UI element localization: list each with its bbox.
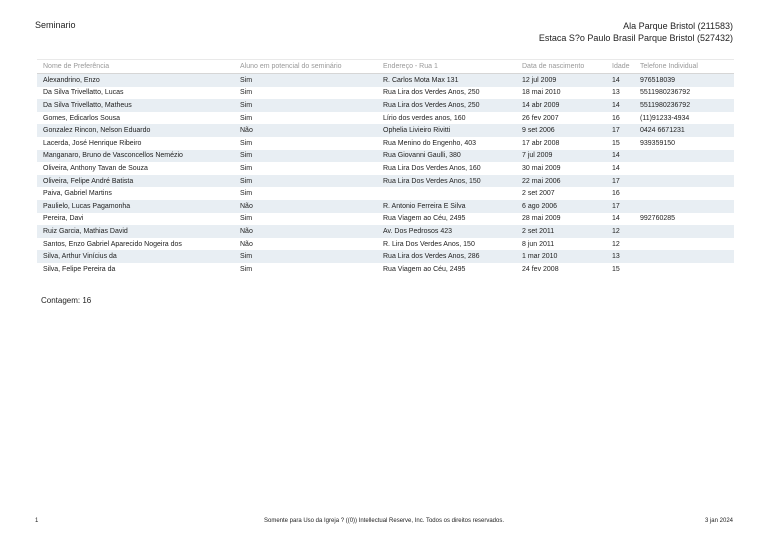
cell-address: [377, 187, 516, 200]
cell-phone: 0424 6671231: [634, 124, 734, 137]
cell-address: Av. Dos Pedrosos 423: [377, 225, 516, 238]
table-row: [37, 187, 734, 200]
cell-name: Santos, Enzo Gabriel Aparecido Nogeira dos: [43, 240, 182, 248]
cell-name: Paulielo, Lucas Pagamonha: [37, 200, 234, 213]
cell-prospective: Sim: [240, 139, 253, 147]
record-count: Contagem: 16: [41, 296, 92, 305]
cell-prospective: Não: [240, 240, 253, 248]
column-header-phone[interactable]: Telefone Individual: [634, 60, 734, 74]
cell-birthdate: 26 fev 2007: [522, 114, 559, 122]
cell-phone: 992760285: [640, 215, 676, 223]
cell-age: 14: [606, 74, 634, 87]
cell-prospective: Sim: [240, 89, 253, 97]
column-header-birthdate[interactable]: Data de nascimento: [516, 60, 606, 74]
table-row: [37, 124, 734, 137]
cell-prospective: Sim: [240, 114, 253, 122]
table-row: [37, 74, 734, 87]
cell-name: Gonzalez Rincon, Nelson Eduardo: [37, 124, 234, 137]
cell-age: 17: [606, 175, 634, 188]
cell-prospective: Sim: [240, 215, 253, 223]
cell-age: 14: [612, 164, 620, 172]
report-header-info: [539, 20, 733, 44]
cell-prospective: Sim: [234, 99, 377, 112]
cell-address: Rua Lira Dos Verdes Anos, 150: [377, 175, 516, 188]
cell-birthdate: 2 set 2011: [516, 225, 606, 238]
cell-name: Ruiz Garcia, Mathias David: [37, 225, 234, 238]
cell-phone: [634, 200, 734, 213]
cell-prospective: Não: [234, 225, 377, 238]
column-header-name[interactable]: Nome de Preferência: [37, 60, 234, 74]
cell-birthdate: 28 mai 2009: [522, 215, 561, 223]
cell-age: 13: [606, 250, 634, 263]
column-header-prospective[interactable]: Aluno em potencial do seminário: [234, 60, 377, 74]
cell-age: 14: [606, 150, 634, 163]
cell-name: Lacerda, José Henrique Ribeiro: [43, 139, 142, 147]
copyright-notice: Somente para Uso da Igreja ? ((0)) Intellectual Reserve, Inc. Todos os direitos reservados.: [263, 518, 504, 524]
cell-age: 15: [612, 139, 620, 147]
table-row: [37, 175, 734, 188]
cell-name: Da Silva Trivellatto, Lucas: [43, 89, 124, 97]
cell-address: Rua Viagem ao Céu, 2495: [383, 265, 466, 273]
cell-age: 16: [612, 190, 620, 198]
report-title: Seminario: [35, 20, 76, 30]
cell-birthdate: 18 mai 2010: [522, 89, 561, 97]
cell-prospective: Sim: [240, 190, 253, 198]
cell-phone: (11)91233-4934: [640, 114, 690, 122]
table-row: [37, 263, 734, 276]
column-header-address[interactable]: Endereço - Rua 1: [377, 60, 516, 74]
cell-age: 15: [612, 265, 620, 273]
cell-age: 16: [612, 114, 620, 122]
cell-phone: 5511980236792: [640, 89, 691, 97]
table-row: [37, 112, 734, 125]
cell-birthdate: 6 ago 2006: [516, 200, 606, 213]
cell-age: 12: [612, 240, 620, 248]
cell-name: Pereira, Davi: [43, 215, 84, 223]
cell-phone: 939359150: [640, 139, 676, 147]
cell-phone: 976518039: [634, 74, 734, 87]
table-row: [37, 200, 734, 213]
table-header-row: [37, 60, 734, 74]
cell-address: Rua Lira Dos Verdes Anos, 160: [383, 164, 481, 172]
cell-age: 13: [612, 89, 620, 97]
cell-address: Ophelia Livieiro Rivitti: [377, 124, 516, 137]
cell-phone: [634, 238, 734, 251]
cell-address: Rua Lira dos Verdes Anos, 250: [377, 99, 516, 112]
cell-address: Lírio dos verdes anos, 160: [383, 114, 466, 122]
table-row: [37, 150, 734, 163]
cell-birthdate: 1 mar 2010: [516, 250, 606, 263]
cell-phone: 5511980236792: [634, 99, 734, 112]
cell-name: Oliveira, Anthony Tavan de Souza: [43, 164, 148, 172]
cell-name: Paiva, Gabriel Martins: [43, 190, 112, 198]
cell-phone: [634, 162, 734, 175]
cell-phone: [634, 263, 734, 276]
page-number: 1: [35, 518, 39, 524]
stake-name: Estaca S?o Paulo Brasil Parque Bristol (527432): [538, 33, 733, 43]
cell-birthdate: 7 jul 2009: [516, 150, 606, 163]
cell-prospective: Não: [234, 200, 377, 213]
cell-birthdate: 14 abr 2009: [516, 99, 606, 112]
cell-name: Gomes, Edicarlos Sousa: [43, 114, 121, 122]
cell-prospective: Sim: [234, 250, 377, 263]
cell-name: Oliveira, Felipe André Batista: [37, 175, 234, 188]
cell-address: R. Lira Dos Verdes Anos, 150: [383, 240, 475, 248]
table-row: [37, 162, 734, 175]
cell-prospective: Sim: [234, 175, 377, 188]
cell-address: Rua Lira dos Verdes Anos, 250: [383, 89, 480, 97]
cell-prospective: Sim: [240, 265, 253, 273]
cell-name: Silva, Felipe Pereira da: [43, 265, 116, 273]
cell-age: 14: [612, 215, 620, 223]
cell-birthdate: 22 mai 2006: [516, 175, 606, 188]
cell-birthdate: 8 jun 2011: [522, 240, 555, 248]
cell-birthdate: 24 fev 2008: [522, 265, 559, 273]
cell-phone: [634, 150, 734, 163]
cell-address: Rua Menino do Engenho, 403: [383, 139, 477, 147]
cell-prospective: Sim: [234, 150, 377, 163]
cell-birthdate: 12 jul 2009: [516, 74, 606, 87]
unit-name: Ala Parque Bristol (211583): [623, 21, 733, 31]
column-header-age[interactable]: Idade: [606, 60, 634, 74]
table-row: [37, 87, 734, 100]
cell-birthdate: 30 mai 2009: [522, 164, 561, 172]
cell-phone: [634, 175, 734, 188]
cell-address: Rua Lira dos Verdes Anos, 286: [377, 250, 516, 263]
roster-table: [37, 59, 734, 276]
cell-phone: [634, 187, 734, 200]
print-date: 3 jan 2024: [704, 518, 733, 524]
cell-age: 17: [606, 200, 634, 213]
cell-birthdate: 17 abr 2008: [522, 139, 560, 147]
cell-prospective: Sim: [234, 74, 377, 87]
cell-address: R. Carlos Mota Max 131: [377, 74, 516, 87]
cell-name: Da Silva Trivellatto, Matheus: [37, 99, 234, 112]
cell-age: 17: [606, 124, 634, 137]
table-row: [37, 137, 734, 150]
cell-address: Rua Giovanni Gaulli, 380: [377, 150, 516, 163]
cell-name: Silva, Arthur Vinícius da: [37, 250, 234, 263]
cell-phone: [634, 225, 734, 238]
table-row: [37, 238, 734, 251]
cell-age: 12: [606, 225, 634, 238]
cell-phone: [634, 250, 734, 263]
cell-name: Manganaro, Bruno de Vasconcellos Nemézio: [37, 150, 234, 163]
cell-prospective: Não: [234, 124, 377, 137]
cell-name: Alexandrino, Enzo: [37, 74, 234, 87]
cell-address: Rua Viagem ao Céu, 2495: [383, 215, 466, 223]
table-row: [37, 99, 734, 112]
table-row: [37, 250, 734, 263]
cell-age: 14: [606, 99, 634, 112]
cell-prospective: Sim: [240, 164, 253, 172]
cell-birthdate: 9 set 2006: [516, 124, 606, 137]
table-row: [37, 213, 734, 226]
cell-birthdate: 2 set 2007: [522, 190, 555, 198]
table-row: [37, 225, 734, 238]
cell-address: R. Antonio Ferreira E Silva: [377, 200, 516, 213]
